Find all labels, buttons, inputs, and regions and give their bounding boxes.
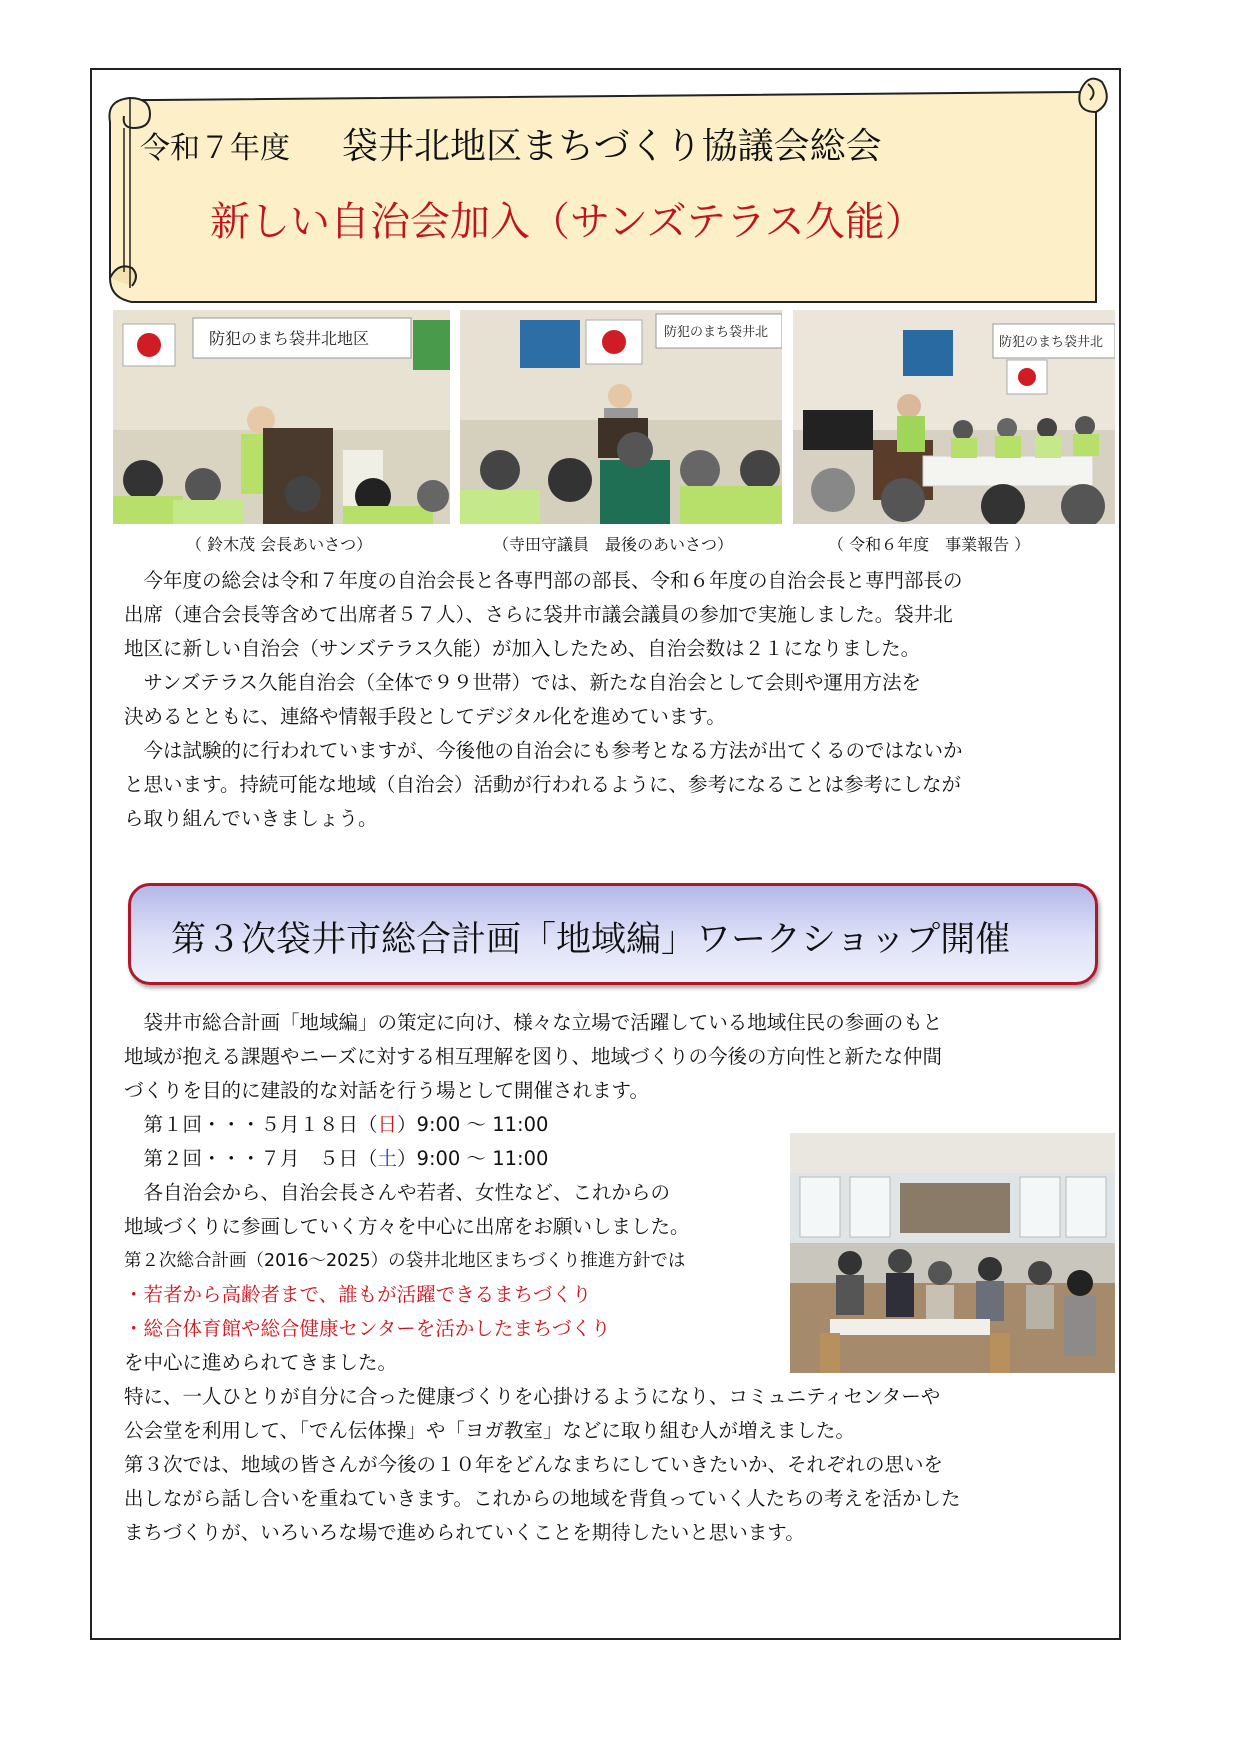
workshop-banner xyxy=(128,883,1098,985)
paragraph-line: 地区に新しい自治会（サンズテラス久能）が加入したため、自治会数は２１になりました。 xyxy=(124,637,921,660)
paragraph-line: 今は試験的に行われていますが、今後他の自治会にも参考となる方法が出てくるのではないか xyxy=(124,739,963,762)
photo-caption-1: （ 鈴木茂 会長あいさつ） xyxy=(186,535,373,554)
paragraph-line: づくりを目的に建設的な対話を行う場として開催されます。 xyxy=(124,1079,649,1102)
photo-caption-2: （寺田守議員 最後のあいさつ） xyxy=(493,535,734,554)
photo-banner-text-2: 防犯のまち袋井北 xyxy=(664,325,769,340)
meeting-subtitle: 新しい自治会加入（サンズテラス久能） xyxy=(210,199,925,245)
paragraph-line: 袋井市総合計画「地域編」の策定に向け、様々な立場で活躍している地域住民の参画のもと xyxy=(124,1011,943,1034)
session-1: 第１回・・・５月１８日（日）9:00 ～ 11:00 xyxy=(124,1113,549,1136)
fiscal-year-label: 令和７年度 xyxy=(140,131,290,166)
paragraph-line: 地域づくりに参画していく方々を中心に出席をお願いしました。 xyxy=(124,1215,690,1238)
photo-banner-text-3: 防犯のまち袋井北 xyxy=(999,335,1104,350)
paragraph-line: 出席（連合会長等含めて出席者５７人）、さらに袋井市議会議員の参加で実施しました。袋井北 xyxy=(124,603,953,626)
paragraph-line: 地域が抱える課題やニーズに対する相互理解を図り、地域づくりの今後の方向性と新たな仲間 xyxy=(124,1045,943,1068)
policy-line: ・総合体育館や総合健康センターを活かしたまちづくり xyxy=(124,1317,611,1340)
photo-councilor-greeting xyxy=(460,310,782,524)
paragraph-line: 公会堂を利用して、「でん伝体操」や「ヨガ教室」などに取り組む人が増えました。 xyxy=(124,1419,855,1442)
photo-caption-3: （ 令和６年度 事業報告 ） xyxy=(828,535,1031,554)
photo-workshop xyxy=(790,1133,1115,1373)
photo-chairman-greeting xyxy=(113,310,450,524)
plan-line: 第２次総合計画（2016～2025）の袋井北地区まちづくり推進方針では xyxy=(124,1251,686,1271)
paragraph-line: まちづくりが、いろいろな場で進められていくことを期待したいと思います。 xyxy=(124,1521,805,1544)
paragraph-line: を中心に進められてきました。 xyxy=(124,1351,398,1374)
policy-line: ・若者から高齢者まで、誰もが活躍できるまちづくり xyxy=(124,1283,592,1306)
photo-banner-text-1: 防犯のまち袋井北地区 xyxy=(209,329,370,348)
paragraph-line: 今年度の総会は令和７年度の自治会長と各専門部の部長、令和６年度の自治会長と専門部長の xyxy=(124,569,963,592)
saturday-marker: 土 xyxy=(377,1147,398,1170)
paragraph-line: と思います。持続可能な地域（自治会）活動が行われるように、参考になることは参考にしなが xyxy=(124,773,961,796)
paragraph-line: 決めるとともに、連絡や情報手段としてデジタル化を進めています。 xyxy=(124,705,726,728)
photo-activity-report xyxy=(793,310,1115,524)
sunday-marker: 日 xyxy=(377,1113,398,1136)
meeting-title-text: 袋井北地区まちづくり協議会総会 xyxy=(342,126,882,167)
workshop-title: 第３次袋井市総合計画「地域編」ワークショップ開催 xyxy=(171,920,1011,960)
paragraph-line: 第３次では、地域の皆さんが今後の１０年をどんなまちにしていきたいか、それぞれの思いを xyxy=(124,1453,944,1476)
session-2: 第２回・・・７月 ５日（土）9:00 ～ 11:00 xyxy=(124,1147,549,1170)
paragraph-line: 特に、一人ひとりが自分に合った健康づくりを心掛けるようになり、コミュニティセンターや xyxy=(124,1385,941,1408)
meeting-title xyxy=(140,118,1100,174)
paragraph-line: サンズテラス久能自治会（全体で９９世帯）では、新たな自治会として会則や運用方法を xyxy=(124,671,921,694)
general-meeting-text xyxy=(124,564,963,836)
paragraph-line: 各自治会から、自治会長さんや若者、女性など、これからの xyxy=(124,1181,671,1204)
paragraph-line: 出しながら話し合いを重ねていきます。これからの地域を背負っていく人たちの考えを活かした xyxy=(124,1487,961,1510)
paragraph-line: ら取り組んでいきましょう。 xyxy=(124,807,378,830)
